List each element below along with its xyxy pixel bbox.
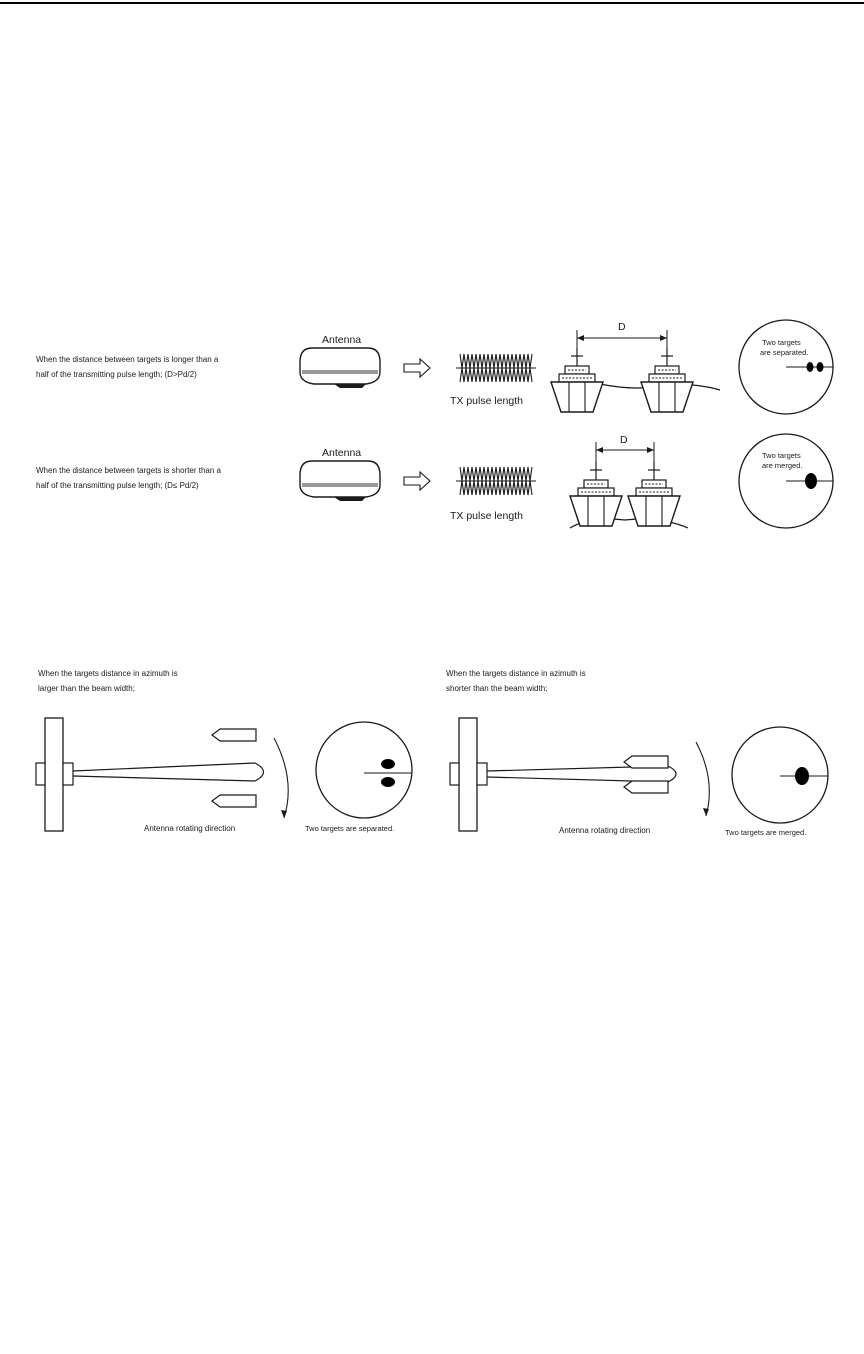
- bearing-merged: [446, 669, 828, 837]
- bearing-separated: [36, 669, 412, 833]
- row1-antenna-label: Antenna: [322, 334, 362, 346]
- target-echo: [807, 362, 814, 372]
- bearing-left-caption-line1: When the targets distance in azimuth is: [38, 669, 178, 678]
- row1-scope-line1: Two targets: [762, 338, 801, 347]
- row1-caption-line2: half of the transmitting pulse length; (D>Pd/2): [36, 370, 197, 379]
- bearing-left-rotation-label: Antenna rotating direction: [144, 824, 236, 833]
- row2-pulse-label: TX pulse length: [450, 510, 523, 522]
- row2-caption-line1: When the distance between targets is shorter than a: [36, 466, 221, 475]
- ship-icon: [551, 348, 603, 412]
- rotation-arrow: [274, 738, 288, 818]
- ship-icon: [570, 462, 622, 526]
- radar-scope: [316, 722, 412, 818]
- row2-scope-line1: Two targets: [762, 451, 801, 460]
- radome-icon: [300, 461, 380, 501]
- tx-pulse-icon: [456, 354, 536, 382]
- range-row-separated: [36, 320, 833, 414]
- row2-scope-line2: are merged.: [762, 461, 803, 470]
- row2-antenna-label: Antenna: [322, 447, 362, 459]
- antenna-array: [459, 718, 477, 831]
- target-boat: [212, 795, 256, 807]
- target-echo: [805, 473, 817, 489]
- target-echo: [381, 777, 395, 787]
- row2-distance-label: D: [620, 434, 628, 446]
- target-echo: [817, 362, 824, 372]
- target-boat: [624, 756, 668, 768]
- tx-pulse-icon: [456, 467, 536, 495]
- bearing-left-scope-label: Two targets are separated.: [305, 824, 395, 833]
- bearing-right-rotation-label: Antenna rotating direction: [559, 826, 651, 835]
- target-boat: [624, 781, 668, 793]
- rotation-arrow: [696, 742, 709, 816]
- bearing-right-scope-label: Two targets are merged.: [725, 828, 807, 837]
- row2-caption-line2: half of the transmitting pulse length; (D≤ Pd/2): [36, 481, 199, 490]
- row1-scope-line2: are separated.: [760, 348, 809, 357]
- radar-scope: [732, 727, 828, 823]
- radome-icon: [300, 348, 380, 388]
- ship-icon: [628, 462, 680, 526]
- range-row-merged: [36, 434, 833, 528]
- arrow-right-icon: [404, 359, 430, 377]
- target-echo: [795, 767, 809, 785]
- target-echo: [381, 759, 395, 769]
- bearing-right-caption-line1: When the targets distance in azimuth is: [446, 669, 586, 678]
- arrow-right-icon: [404, 472, 430, 490]
- row1-pulse-label: TX pulse length: [450, 395, 523, 407]
- bearing-left-caption-line2: larger than the beam width;: [38, 684, 135, 693]
- bearing-right-caption-line2: shorter than the beam width;: [446, 684, 548, 693]
- ship-icon: [641, 348, 693, 412]
- antenna-array: [45, 718, 63, 831]
- row1-caption-line1: When the distance between targets is longer than a: [36, 355, 219, 364]
- radar-beam: [73, 763, 264, 781]
- target-boat: [212, 729, 256, 741]
- row1-distance-label: D: [618, 321, 626, 333]
